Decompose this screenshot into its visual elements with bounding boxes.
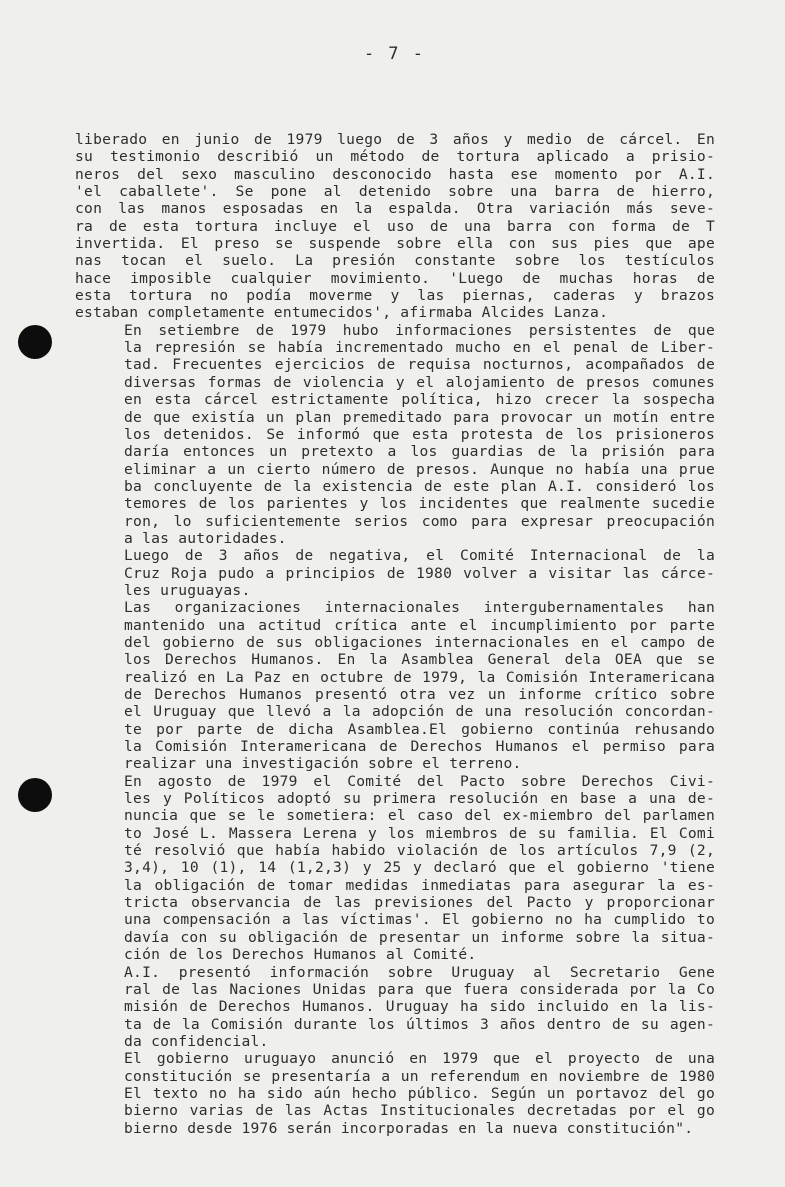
text-line: Las organizaciones internacionales intergubernamentales han xyxy=(124,599,715,617)
text-line: a las autoridades. xyxy=(124,529,287,547)
page-number: - 7 - xyxy=(363,44,425,64)
paragraph xyxy=(75,131,715,322)
text-line: to José L. Massera Lerena y los miembros de su familia. El Comi xyxy=(124,824,715,842)
text-line: bierno varias de las Actas Institucionales decretadas por el go xyxy=(124,1102,715,1120)
text-line: ron, lo suficientemente serios como para expresar preocupación xyxy=(124,512,715,530)
text-line: El texto no ha sido aún hecho público. Según un portavoz del go xyxy=(124,1084,715,1102)
punch-hole-bottom xyxy=(18,778,52,812)
text-line: la Comisión Interamericana de Derechos Humanos el permiso para xyxy=(124,738,715,756)
text-line: ta de la Comisión durante los últimos 3 años dentro de su agen- xyxy=(124,1015,715,1033)
text-line: hace imposible cualquier movimiento. 'Luego de muchas horas de xyxy=(75,269,715,287)
paragraph xyxy=(75,599,715,772)
text-line: de Derechos Humanos presentó otra vez un informe crítico sobre xyxy=(124,686,715,703)
text-line: tricta observancia de las previsiones del Pacto y proporcionar xyxy=(124,894,715,912)
text-line: estaban completamente entumecidos', afirmaba Alcides Lanza. xyxy=(75,304,609,322)
text-line: en esta cárcel estrictamente política, hizo crecer la sospecha xyxy=(124,391,715,409)
text-line: los detenidos. Se informó que esta protesta de los prisioneros xyxy=(124,425,715,443)
text-line: la represión se había incrementado mucho en el penal de Liber- xyxy=(124,339,715,357)
text-line: El gobierno uruguayo anunció en 1979 que el proyecto de una xyxy=(124,1050,715,1068)
text-line: ral de las Naciones Unidas para que fuera considerada por la Co xyxy=(124,980,715,998)
text-line: realizó en La Paz en octubre de 1979, la Comisión Interamericana xyxy=(124,668,715,686)
text-line: nas tocan el suelo. La presión constante sobre los testículos xyxy=(75,252,715,270)
paragraph xyxy=(75,322,715,547)
text-line: les y Políticos adoptó su primera resolución en base a una de- xyxy=(124,790,715,808)
text-line: el Uruguay que llevó a la adopción de una resolución concordan- xyxy=(124,703,715,721)
text-line: te por parte de dicha Asamblea.El gobierno continúa rehusando xyxy=(124,720,715,738)
text-line: ra de esta tortura incluye el uso de una barra con forma de T xyxy=(75,217,715,235)
text-line: temores de los parientes y los incidentes que realmente sucedie xyxy=(124,495,715,513)
text-line: tad. Frecuentes ejercicios de requisa nocturnos, acompañados de xyxy=(124,356,715,374)
text-line: del gobierno de sus obligaciones internacionales en el campo de xyxy=(124,633,715,651)
text-line: la obligación de tomar medidas inmediatas para asegurar la es- xyxy=(124,876,715,894)
text-line: En agosto de 1979 el Comité del Pacto sobre Derechos Civi- xyxy=(124,772,715,790)
text-line: bierno desde 1976 serán incorporadas en la nueva constitución". xyxy=(124,1119,694,1137)
text-line: mantenido una actitud crítica ante el incumplimiento por parte xyxy=(124,616,715,634)
text-line: su testimonio describió un método de tortura aplicado a prisio- xyxy=(75,148,715,166)
text-line: los Derechos Humanos. En la Asamblea General dela OEA que se xyxy=(124,651,715,669)
body-text xyxy=(75,131,715,1137)
text-line: A.I. presentó información sobre Uruguay al Secretario Gene xyxy=(124,963,715,981)
text-line: té resolvió que había habido violación de los artículos 7,9 (2, xyxy=(124,842,715,860)
text-line: de que existía un plan premeditado para provocar un motín entre xyxy=(124,408,715,426)
paragraph xyxy=(75,773,715,964)
text-line: 3,4), 10 (1), 14 (1,2,3) y 25 y declaró que el gobierno 'tiene xyxy=(124,859,715,877)
text-line: nuncia que se le sometiera: el caso del ex-miembro del parlamen xyxy=(124,807,715,825)
text-line: con las manos esposadas en la espalda. Otra variación más seve- xyxy=(75,200,715,218)
paragraph xyxy=(75,547,715,599)
paragraph xyxy=(75,964,715,1051)
paragraph xyxy=(75,1050,715,1137)
text-line: les uruguayas. xyxy=(124,581,251,599)
punch-hole-top xyxy=(18,325,52,359)
text-line: Cruz Roja pudo a principios de 1980 volver a visitar las cárce- xyxy=(124,564,715,582)
text-line: esta tortura no podía moverme y las piernas, caderas y brazos xyxy=(75,287,715,305)
text-line: invertida. El preso se suspende sobre ella con sus pies que ape xyxy=(75,235,715,253)
text-line: liberado en junio de 1979 luego de 3 años y medio de cárcel. En xyxy=(75,131,715,148)
text-line: eliminar a un cierto número de presos. Aunque no había una prue xyxy=(124,460,715,478)
text-line: ba concluyente de la existencia de este plan A.I. consideró los xyxy=(124,477,715,495)
text-line: realizar una investigación sobre el terreno. xyxy=(124,755,522,773)
text-line: misión de Derechos Humanos. Uruguay ha sido incluido en la lis- xyxy=(124,998,715,1016)
text-line: daría entonces un pretexto a los guardias de la prisión para xyxy=(124,443,715,461)
text-line: En setiembre de 1979 hubo informaciones persistentes de que xyxy=(124,321,715,339)
text-line: ción de los Derechos Humanos al Comité. xyxy=(124,946,477,964)
text-line: constitución se presentaría a un referendum en noviembre de 1980 xyxy=(124,1067,715,1085)
text-line: Luego de 3 años de negativa, el Comité Internacional de la xyxy=(124,547,715,565)
text-line: diversas formas de violencia y el alojamiento de presos comunes xyxy=(124,373,715,391)
text-line: 'el caballete'. Se pone al detenido sobre una barra de hierro, xyxy=(75,183,715,201)
text-line: da confidencial. xyxy=(124,1032,269,1050)
text-line: una compensación a las víctimas'. El gobierno no ha cumplido to xyxy=(124,911,715,929)
text-line: neros del sexo masculino desconocido hasta ese momento por A.I. xyxy=(75,165,715,183)
text-line: davía con su obligación de presentar un informe sobre la situa- xyxy=(124,928,715,946)
